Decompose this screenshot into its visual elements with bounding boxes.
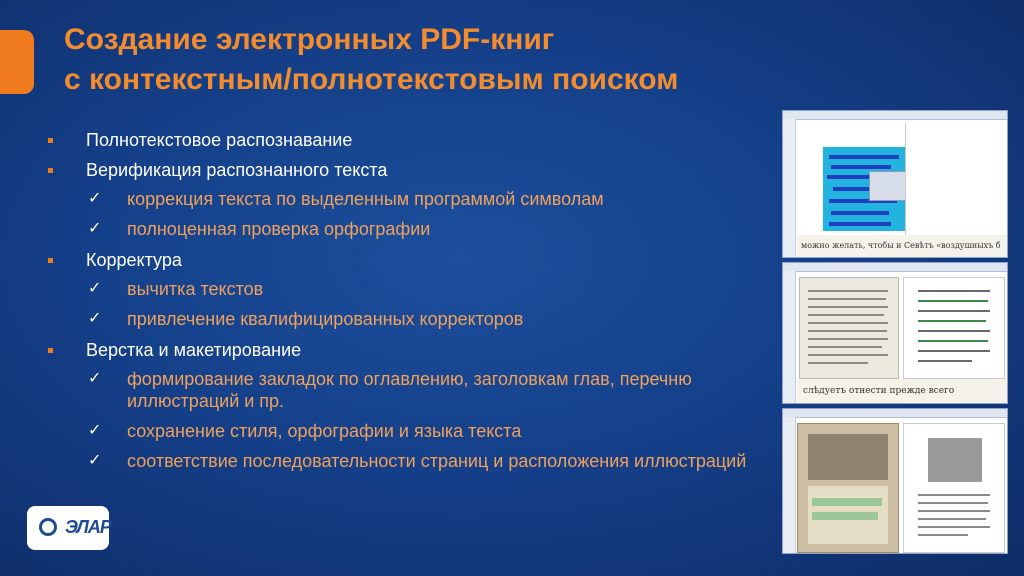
screenshot-proofreading [782,262,1008,404]
check-icon: ✓ [88,310,102,327]
elar-logo-icon [39,518,57,536]
sub-bullet-text: привлечение квалифицированных корректоров [127,309,524,329]
page-preview [905,123,1006,235]
check-icon: ✓ [88,220,102,237]
side-panel [783,119,796,258]
check-icon: ✓ [88,452,102,469]
screenshot-layout [782,408,1008,554]
sub-bullet-item [46,368,766,412]
sub-bullet-text: полноценная проверка орфографии [127,219,431,239]
text-zoom-strip: можно желать, чтобы и Севѣтъ «воздушныхъ б [797,235,1007,257]
side-panel [783,417,796,554]
app-toolbar [783,111,1007,120]
sub-bullet-text: формирование закладок по оглавлению, заголовкам глав, перечню иллюстраций и пр. [127,369,692,411]
logo-text: ЭЛАР [65,517,111,537]
app-toolbar [783,263,1007,272]
check-icon: ✓ [88,190,102,207]
sub-bullet-item [46,420,766,442]
sub-bullet-text: коррекция текста по выделенным программой символам [127,189,604,209]
sub-bullet-text: вычитка текстов [127,279,264,299]
source-page-image [799,277,899,379]
check-icon: ✓ [88,370,102,387]
elar-logo [27,506,109,550]
text-zoom-strip: слѣдуетъ отнести прежде всего [797,379,1007,403]
sub-bullet-item [46,188,766,210]
sub-bullet-item [46,278,766,300]
accent-bar [0,30,34,94]
sub-bullet-text: сохранение стиля, орфографии и языка текста [127,421,522,441]
check-icon: ✓ [88,422,102,439]
bullet-item: Полнотекстовое распознавание [46,128,766,152]
scanned-page-image [797,423,899,553]
bullet-item: Верстка и макетирование [46,338,766,362]
check-icon: ✓ [88,280,102,297]
app-toolbar [783,409,1007,418]
bullet-item: Корректура [46,248,766,272]
bullet-item: Верификация распознанного текста [46,158,766,182]
sub-bullet-item [46,450,766,472]
sub-bullet-item [46,218,766,240]
title-line-2: с контекстным/полнотекстовым поиском [64,63,679,96]
formatted-page [903,423,1005,553]
screenshot-recognition [782,110,1008,258]
sub-bullet-item [46,308,766,330]
slide-title [64,20,964,100]
recognized-page [903,277,1005,379]
side-panel [783,271,796,404]
sub-bullet-text: соответствие последовательности страниц и расположения иллюстраций [127,451,747,471]
title-line-1: Создание электронных PDF-книг [64,23,555,56]
bullet-list [46,128,766,480]
